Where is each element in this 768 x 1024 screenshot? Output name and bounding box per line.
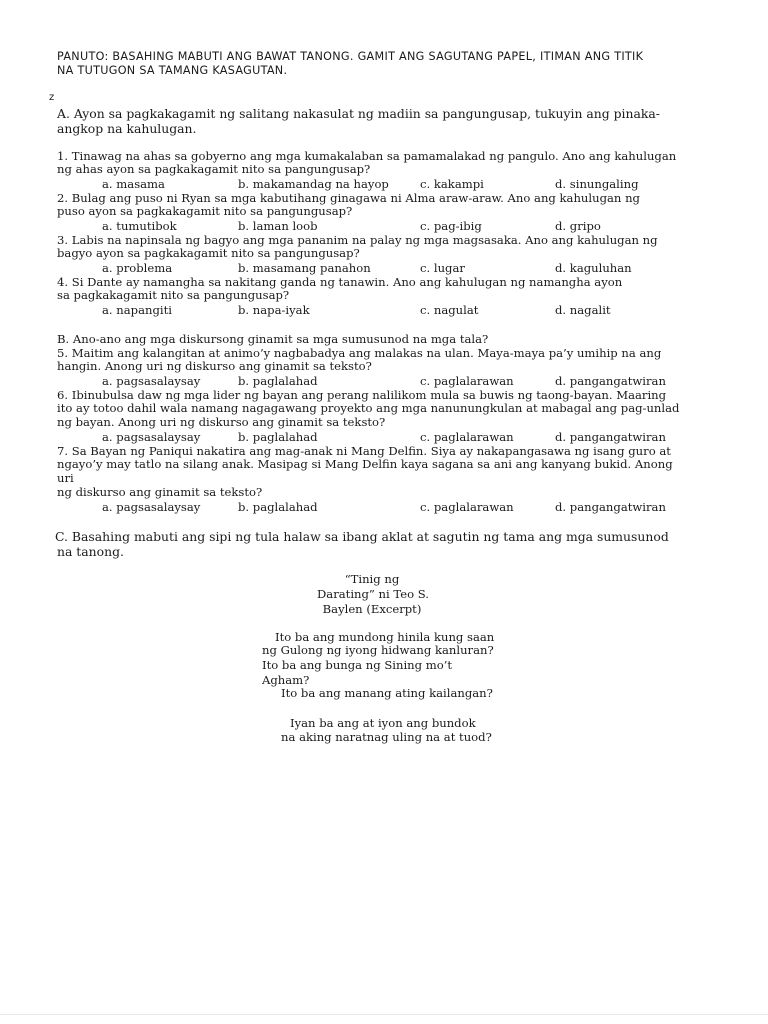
question-2-line-2: puso ayon sa pagkakagamit nito sa pangungusap? <box>57 204 353 218</box>
question-2-choice-d: d. gripo <box>555 219 601 233</box>
question-3-choice-c: c. lugar <box>420 261 465 275</box>
question-5-choice-d: d. pangangatwiran <box>555 374 666 388</box>
question-1-line-2: ng ahas ayon sa pagkakagamit nito sa pangungusap? <box>57 162 371 176</box>
instructions-line-1: PANUTO: BASAHING MABUTI ANG BAWAT TANONG. GAMIT ANG SAGUTANG PAPEL, ITIMAN ANG TITIK <box>57 50 644 63</box>
poem-stanza-1-line-2: ng Gulong ng iyong hidwang kanluran? <box>262 643 494 657</box>
question-7-line-1: 7. Sa Bayan ng Paniqui nakatira ang mag-anak ni Mang Delfin. Siya ay nakapangasawa ng isang guro at <box>57 444 671 458</box>
section-a-heading-line-2: angkop na kahulugan. <box>57 121 197 136</box>
question-7-line-2: ngayo’y may tatlo na silang anak. Masipag si Mang Delfin kaya sagana sa ani ang kanyang bukid. Anong <box>57 457 673 471</box>
question-2-choice-a: a. tumutibok <box>102 219 177 233</box>
question-7-choice-a: a. pagsasalaysay <box>102 500 201 514</box>
question-5-choice-b: b. paglalahad <box>238 374 318 388</box>
question-2-line-1: 2. Bulag ang puso ni Ryan sa mga kabutihang ginagawa ni Alma araw-araw. Ano ang kahulugan ng <box>57 191 640 205</box>
poem-stanza-1-line-5: Ito ba ang manang ating kailangan? <box>281 686 493 700</box>
question-5-line-1: 5. Maitim ang kalangitan at animo’y nagbabadya ang malakas na ulan. Maya-maya pa’y umihip na ang <box>57 346 662 360</box>
question-6-line-3: ng bayan. Anong uri ng diskurso ang ginamit sa teksto? <box>57 415 386 429</box>
question-1-line-1: 1. Tinawag na ahas sa gobyerno ang mga kumakalaban sa pamamalakad ng pangulo. Ano ang kahulugan <box>57 149 677 163</box>
question-3-line-1: 3. Labis na napinsala ng bagyo ang mga pananim na palay ng mga magsasaka. Ano ang kahulugan ng <box>57 233 658 247</box>
poem-stanza-2-line-2: na aking naratnag uling na at tuod? <box>281 730 492 744</box>
question-7-choice-c: c. paglalarawan <box>420 500 514 514</box>
section-b-heading: B. Ano-ano ang mga diskursong ginamit sa mga sumusunod na mga tala? <box>57 332 489 346</box>
question-7-line-4: ng diskurso ang ginamit sa teksto? <box>57 485 263 499</box>
question-4-line-2: sa pagkakagamit nito sa pangungusap? <box>57 288 290 302</box>
section-a-heading-line-1: A. Ayon sa pagkakagamit ng salitang nakasulat ng madiin sa pangungusap, tukuyin ang pinaka- <box>57 106 660 121</box>
poem-title-line-3: Baylen (Excerpt) <box>322 602 422 616</box>
question-3-line-2: bagyo ayon sa pagkakagamit nito sa pangungusap? <box>57 246 360 260</box>
poem-stanza-2-line-1: Iyan ba ang at iyon ang bundok <box>290 716 476 730</box>
question-5-choice-c: c. paglalarawan <box>420 374 514 388</box>
question-4-choice-b: b. napa-iyak <box>238 303 310 317</box>
question-5-line-2: hangin. Anong uri ng diskurso ang ginamit sa teksto? <box>57 359 372 373</box>
question-1-choice-d: d. sinungaling <box>555 177 639 191</box>
question-7-line-3: uri <box>57 471 74 485</box>
instructions-line-2: NA TUTUGON SA TAMANG KASAGUTAN. <box>57 64 288 77</box>
question-7-choice-d: d. pangangatwiran <box>555 500 666 514</box>
question-6-choice-d: d. pangangatwiran <box>555 430 666 444</box>
question-6-choice-c: c. paglalarawan <box>420 430 514 444</box>
section-c-heading-line-1: C. Basahing mabuti ang sipi ng tula halaw sa ibang aklat at sagutin ng tama ang mga sumusunod <box>55 529 669 544</box>
poem-stanza-1-line-4: Agham? <box>262 673 310 687</box>
question-2-choice-b: b. laman loob <box>238 219 318 233</box>
page-bottom-edge <box>0 1014 768 1015</box>
question-3-choice-d: d. kaguluhan <box>555 261 632 275</box>
question-4-choice-c: c. nagulat <box>420 303 479 317</box>
question-6-line-1: 6. Ibinubulsa daw ng mga lider ng bayan ang perang nalilikom mula sa buwis ng taong-bayan. Maaring <box>57 388 667 402</box>
poem-stanza-1-line-1: Ito ba ang mundong hinila kung saan <box>275 630 495 644</box>
question-7-choice-b: b. paglalahad <box>238 500 318 514</box>
question-1-choice-b: b. makamandag na hayop <box>238 177 389 191</box>
question-1-choice-c: c. kakampi <box>420 177 484 191</box>
question-2-choice-c: c. pag-ibig <box>420 219 482 233</box>
poem-stanza-1-line-3: Ito ba ang bunga ng Sining mo’t <box>262 658 453 672</box>
stray-mark: z <box>49 92 55 103</box>
question-5-choice-a: a. pagsasalaysay <box>102 374 201 388</box>
question-3-choice-a: a. problema <box>102 261 173 275</box>
question-6-choice-a: a. pagsasalaysay <box>102 430 201 444</box>
question-4-choice-d: d. nagalit <box>555 303 611 317</box>
question-4-choice-a: a. napangiti <box>102 303 172 317</box>
poem-title-line-1: “Tinig ng <box>344 572 400 586</box>
poem-title-line-2: Darating” ni Teo S. <box>317 587 429 601</box>
question-6-choice-b: b. paglalahad <box>238 430 318 444</box>
question-3-choice-b: b. masamang panahon <box>238 261 371 275</box>
question-1-choice-a: a. masama <box>102 177 165 191</box>
section-c-heading-line-2: na tanong. <box>57 544 124 559</box>
question-6-line-2: ito ay totoo dahil wala namang nagagawang proyekto ang mga nanunungkulan at mabagal ang pag-unlad <box>57 401 680 415</box>
question-4-line-1: 4. Si Dante ay namangha sa nakitang ganda ng tanawin. Ano ang kahulugan ng namangha ayon <box>57 275 623 289</box>
